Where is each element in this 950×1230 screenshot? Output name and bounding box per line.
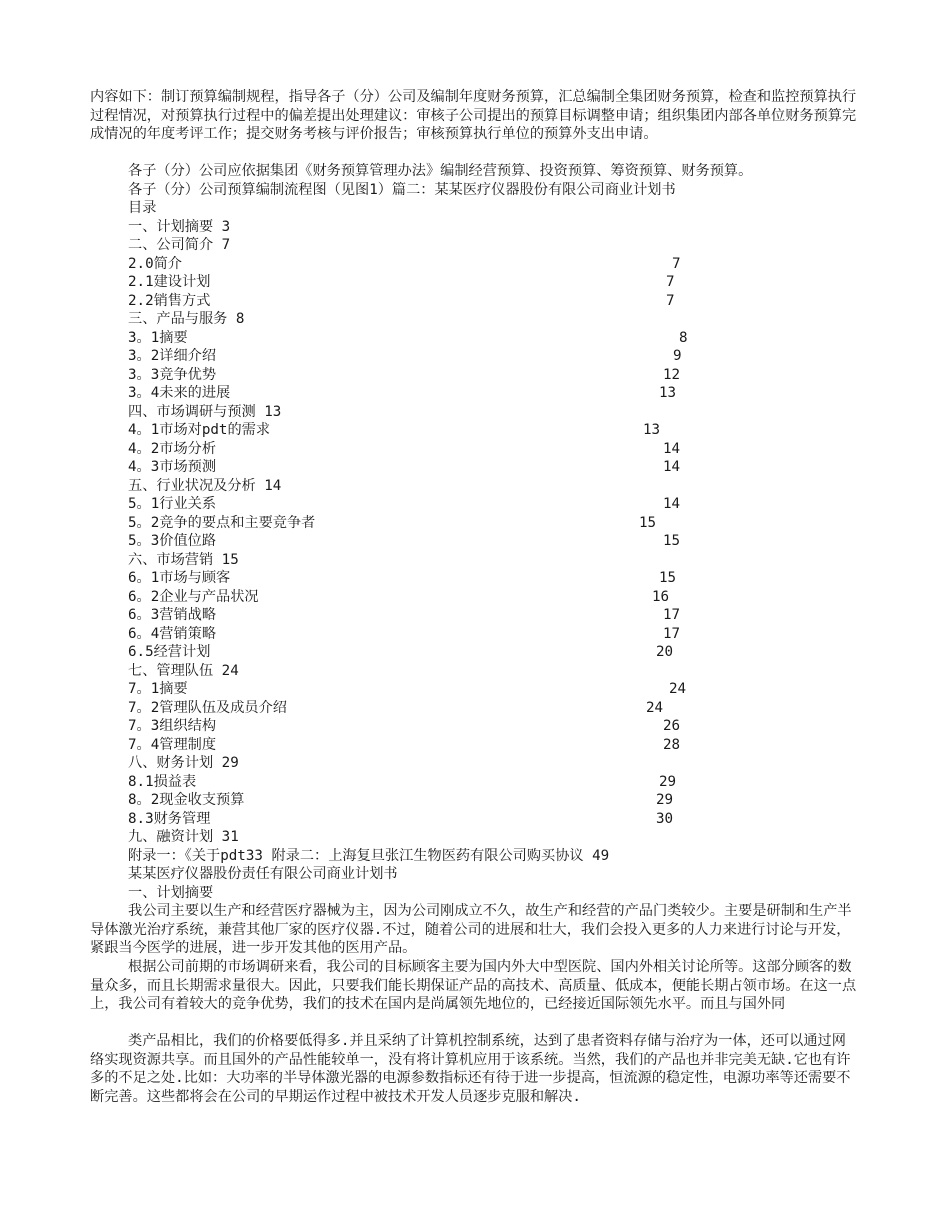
toc-page-number: 15 <box>659 570 677 586</box>
toc-entry: 3。1摘要 <box>128 330 188 346</box>
toc-entry: 4。3市场预测 <box>128 459 217 475</box>
toc-entry: 一、计划摘要 3 <box>128 219 231 235</box>
toc-page-number: 13 <box>643 422 661 438</box>
toc-entry: 3。4未来的进展 <box>128 385 231 401</box>
toc-page-number: 8 <box>679 330 688 346</box>
toc-page-number: 17 <box>663 607 681 623</box>
toc-page-number: 7 <box>672 256 681 272</box>
toc-page-number: 17 <box>663 626 681 642</box>
toc-page-number: 16 <box>652 589 670 605</box>
toc-page-number: 12 <box>663 367 681 383</box>
toc-page-number: 14 <box>663 496 681 512</box>
toc-entry: 二、公司简介 7 <box>128 237 231 253</box>
toc-entry: 5。2竞争的要点和主要竞争者 <box>128 515 316 531</box>
toc-entry: 6.5经营计划 <box>128 644 211 660</box>
toc-entry: 八、财务计划 29 <box>128 755 239 771</box>
toc-entry: 8.3财务管理 <box>128 811 211 827</box>
toc-page-number: 14 <box>663 459 681 475</box>
toc-page-number: 9 <box>673 348 682 364</box>
toc-entry: 3。2详细介绍 <box>128 348 217 364</box>
toc-page-number: 7 <box>666 274 675 290</box>
intro-paragraph: 内容如下：制订预算编制规程，指导各子（分）公司及编制年度财务预算，汇总编制全集团财务预算，检查和监控预算执行过程情况，对预算执行过程中的偏差提出处理建议：审核子公司提出的预算目标调整申请；组织集团内部各单位财务预算完成情况的年度考评工作；提交财务考核与评价报告；审核预算执行单位的预算外支出申请。 <box>90 89 857 143</box>
section-heading: 一、计划摘要 <box>128 885 214 901</box>
toc-entry: 三、产品与服务 8 <box>128 311 245 327</box>
toc-entry: 五、行业状况及分析 14 <box>128 478 282 494</box>
toc-entry: 附录一：《关于pdt33 附录二：上海复旦张江生物医药有限公司购买协议 49 <box>128 848 610 864</box>
toc-entry: 3。3竞争优势 <box>128 367 217 383</box>
toc-entry: 5。3价值位路 <box>128 533 217 549</box>
toc-entry: 4。1市场对pdt的需求 <box>128 422 271 438</box>
toc-entry: 2.2销售方式 <box>128 293 211 309</box>
toc-entry: 6。2企业与产品状况 <box>128 589 259 605</box>
summary-paragraph-3: 类产品相比，我们的价格要低得多.并且采纳了计算机控制系统，达到了患者资料存储与治疗为一体，还可以通过网络实现资源共享。而且国外的产品性能较单一，没有将计算机应用于该系统。当然，我们的产品也并非完美无缺.它也有许多的不足之处.比如：大功率的半导体激光器的电源参数指标还有待于进一步提高，恒流源的稳定性，电源功率等还需要不断完善。这些都将会在公司的早期运作过程中被技术开发人员逐步克服和解决. <box>90 1033 851 1105</box>
toc-heading: 目录 <box>128 200 157 216</box>
toc-entry: 8.1损益表 <box>128 774 197 790</box>
toc-entry: 5。1行业关系 <box>128 496 217 512</box>
toc-entry: 四、市场调研与预测 13 <box>128 404 282 420</box>
toc-entry: 7。3组织结构 <box>128 718 217 734</box>
toc-page-number: 15 <box>663 533 681 549</box>
toc-entry: 6。4营销策略 <box>128 626 217 642</box>
toc-entry: 六、市场营销 15 <box>128 552 239 568</box>
toc-page-number: 15 <box>639 515 657 531</box>
toc-page-number: 30 <box>656 811 674 827</box>
toc-entry: 2.1建设计划 <box>128 274 211 290</box>
toc-page-number: 26 <box>663 718 681 734</box>
toc-entry: 6。1市场与顾客 <box>128 570 231 586</box>
toc-entry: 九、融资计划 31 <box>128 829 239 845</box>
toc-entry: 8。2现金收支预算 <box>128 792 245 808</box>
flowchart-line: 各子（分）公司预算编制流程图（见图1）篇二：某某医疗仪器股份有限公司商业计划书 <box>128 182 676 198</box>
toc-page-number: 29 <box>656 792 674 808</box>
toc-page-number: 14 <box>663 441 681 457</box>
toc-page-number: 29 <box>659 774 677 790</box>
toc-entry: 2.0简介 <box>128 256 182 272</box>
toc-page-number: 20 <box>656 644 674 660</box>
toc-entry: 6。3营销战略 <box>128 607 217 623</box>
toc-page-number: 24 <box>669 681 687 697</box>
summary-paragraph-2: 根据公司前期的市场调研来看，我公司的目标顾客主要为国内外大中型医院、国内外相关讨论所等。这部分顾客的数量众多，而且长期需求量很大。因此，只要我们能长期保证产品的高技术、高质量、低成本，便能长期占领市场。在这一点上，我公司有着较大的竞争优势，我们的技术在国内是尚属领先地位的，已经接近国际领先水平。而且与国外同 <box>90 959 857 1013</box>
toc-page-number: 24 <box>646 700 664 716</box>
summary-paragraph-1: 我公司主要以生产和经营医疗器械为主，因为公司刚成立不久，故生产和经营的产品门类较少。主要是研制和生产半导体激光治疗系统，兼营其他厂家的医疗仪器.不过，随着公司的进展和壮大，我们会投入更多的人力来进行讨论与开发，紧跟当今医学的进展，进一步开发其他的医用产品。 <box>90 903 852 957</box>
document-title: 某某医疗仪器股份责任有限公司商业计划书 <box>128 866 398 882</box>
toc-page-number: 13 <box>659 385 677 401</box>
toc-entry: 七、管理队伍 24 <box>128 663 239 679</box>
budget-basis-line: 各子（分）公司应依据集团《财务预算管理办法》编制经营预算、投资预算、筹资预算、财务预算。 <box>128 163 753 179</box>
toc-entry: 7。1摘要 <box>128 681 188 697</box>
toc-entry: 7。2管理队伍及成员介绍 <box>128 700 287 716</box>
toc-page-number: 28 <box>663 737 681 753</box>
toc-entry: 7。4管理制度 <box>128 737 217 753</box>
toc-page-number: 7 <box>666 293 675 309</box>
toc-entry: 4。2市场分析 <box>128 441 217 457</box>
